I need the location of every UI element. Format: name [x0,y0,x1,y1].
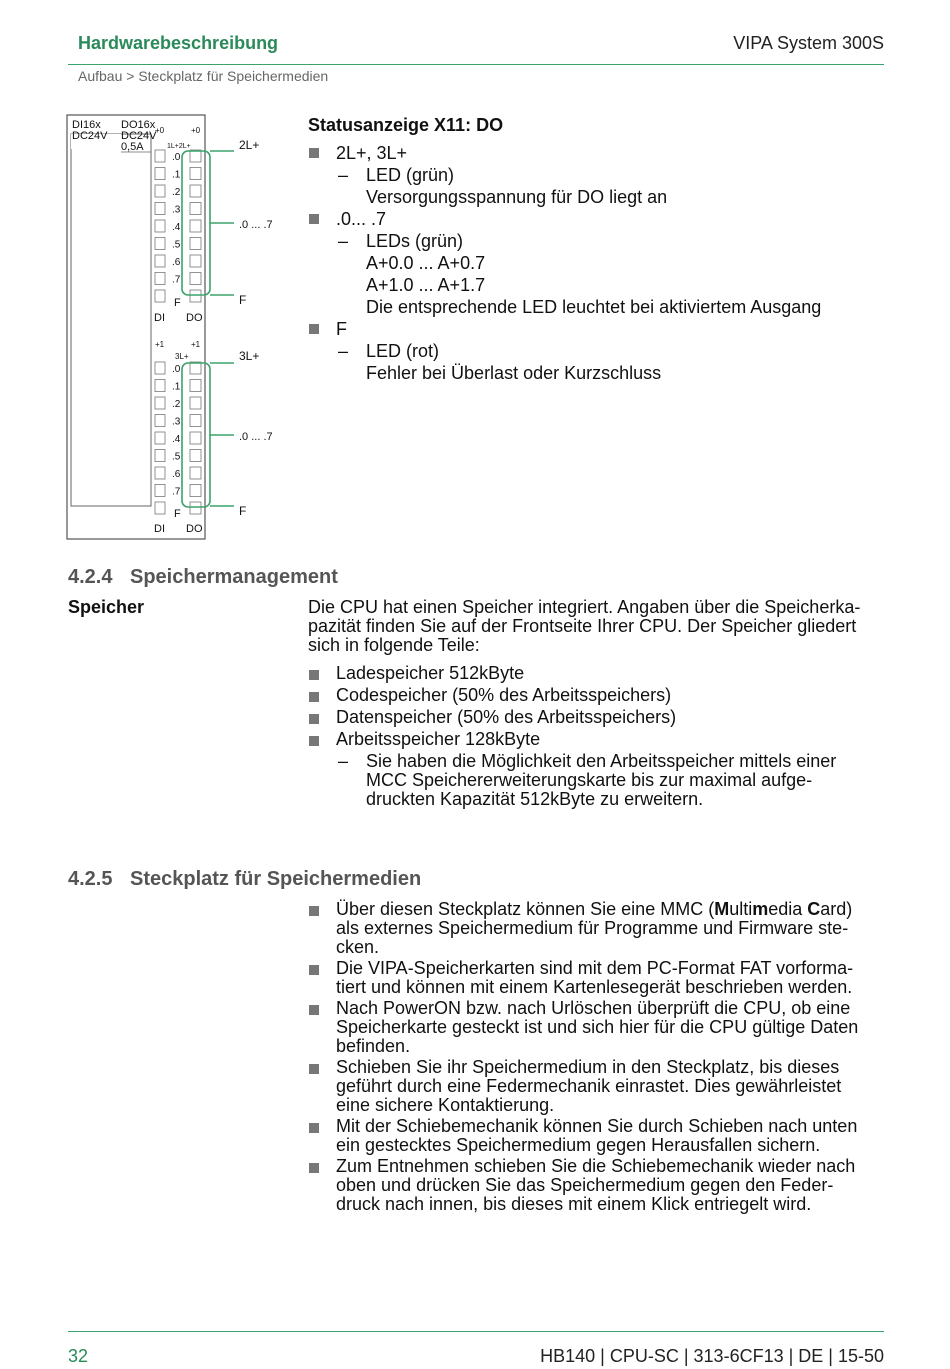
pin-label-top-7: .7 [172,274,181,286]
status-fault-desc: Fehler bei Überlast oder Kurzschluss [366,363,662,383]
do-led-bottom-1 [190,380,201,392]
f-label-top: F [174,297,181,309]
page-number: 32 [68,1346,89,1366]
do-led-top-f [190,290,201,302]
pin-label-bottom-5: .5 [172,451,181,463]
status-bullet-fault: F [308,318,888,340]
status-dash-supply-text: LED (grün) [366,165,455,185]
section-424-number: 4.2.4 [68,566,113,588]
do-current-label: 0,5A [121,141,144,153]
status-dash-channels-text: LEDs (grün) [366,231,464,251]
di-led-top-f [155,290,165,302]
slot-mmc-line-3: cken. [336,937,380,957]
di-led-bottom-1 [155,380,165,392]
pin-label-top-3: .3 [172,204,181,216]
status-dash-supply: – LED (grün) [338,165,455,185]
pin-label-bottom-2: .2 [172,399,181,410]
pin-label-bottom-4: .4 [172,434,181,445]
di-plus1-label: +1 [155,340,165,349]
slot-mmc-ard: ard) [820,899,853,919]
pin-label-bottom-3: .3 [172,416,181,428]
memory-expansion-line-3: druckten Kapazität 512kByte zu erweitern. [366,789,704,809]
memory-item-work: Arbeitsspeicher 128kByte [308,730,888,749]
do-led-bottom-4 [190,432,201,444]
di-led-bottom-f [155,502,165,514]
status-bullet-supply: 2L+, 3L+ [308,142,888,164]
header-product-name: VIPA System 300S [733,33,884,53]
slot-mmc-edia: edia [768,899,808,919]
pin-label-top-4: .4 [172,222,181,233]
callout-f-bottom: F [239,504,247,518]
slot-bullet-mmc [308,900,888,957]
status-dash-fault: – LED (rot) [338,341,440,361]
f-label-bottom: F [174,508,181,520]
callout-range-bottom: .0 ... .7 [239,431,273,443]
di-led-top-5 [155,238,165,250]
slot-mmc-ulti: ulti [729,899,753,919]
slot-mmc-text-pre: Über diesen Steckplatz können Sie eine MMC ( [336,899,715,919]
do-led-bottom-3 [190,415,201,427]
slot-bullet-remove [308,1157,888,1214]
memory-side-label: Speicher [68,597,145,617]
do-led-bottom-7 [190,485,201,497]
di-led-top-4 [155,220,165,232]
callout-2l: 2L+ [239,138,260,152]
di-led-top-1 [155,168,165,180]
do-led-top-0 [190,150,201,162]
pin-label-top-5: .5 [172,239,181,251]
memory-expansion-line-2: MCC Speichererweiterungskarte bis zur maximal aufge- [366,770,813,790]
slot-format-line-1: Die VIPA-Speicherkarten sind mit dem PC-Format FAT vorforma- [336,958,854,978]
memory-item-data: Datenspeicher (50% des Arbeitsspeichers) [308,708,888,727]
di-led-bottom-2 [155,397,165,409]
slot-poweron-line-3: befinden. [336,1036,411,1056]
memory-section-body [308,598,888,809]
pin-label-top-1: .1 [172,169,181,181]
pin-label-top-2: .2 [172,187,181,198]
status-channels-range-2: A+1.0 ... A+1.7 [366,275,486,295]
slot-insert-line-2: geführt durch eine Federmechanik einrastet. Dies gewährleistet [336,1076,842,1096]
di-led-top-2 [155,185,165,197]
do-led-top-3 [190,203,201,215]
di-panel [71,134,151,506]
slot-mmc-c: C [807,899,821,919]
module-led-diagram [66,114,286,544]
do-led-bottom-5 [190,450,201,462]
module-diagram-svg [66,114,286,544]
di-led-bottom-3 [155,415,165,427]
status-channels-range-1: A+0.0 ... A+0.7 [366,253,486,273]
header-divider [68,64,884,65]
memory-intro-line-3: sich in folgende Teile: [308,635,480,655]
slot-remove-line-3: druck nach innen, bis dieses mit einem Klick entriegelt wird. [336,1194,812,1214]
memory-intro-line-2: pazität finden Sie auf der Frontseite Ihrer CPU. Der Speicher gliedert [308,616,857,636]
do-led-bottom-f [190,502,201,514]
slot-section-body [308,900,888,1216]
memory-expansion-line-1: Sie haben die Möglichkeit den Arbeitsspeicher mittels einer [366,751,837,771]
document-reference: HB140 | CPU-SC | 313-6CF13 | DE | 15-50 [540,1346,884,1366]
led-group-top [155,150,201,302]
status-dash-channels: – LEDs (grün) [338,231,464,251]
do-led-bottom-6 [190,467,201,479]
do-plus1-label: +1 [191,340,201,349]
pin-label-bottom-0: .0 [172,364,181,375]
do-led-top-4 [190,220,201,232]
di-led-top-0 [155,150,165,162]
section-424-title: Speichermanagement [130,566,338,588]
section-425-title: Steckplatz für Speichermedien [130,868,422,890]
slot-bullet-lock [308,1117,888,1155]
do-led-top-6 [190,255,201,267]
led-group-bottom [155,362,201,514]
do-led-bottom-2 [190,397,201,409]
header-section-title: Hardwarebeschreibung [78,33,279,53]
pin-label-top-0: .0 [172,152,181,163]
callout-f-top: F [239,293,247,307]
section-424-heading [68,566,338,589]
breadcrumb: Aufbau > Steckplatz für Speichermedien [78,68,329,84]
status-channels-desc: Die entsprechende LED leuchtet bei aktiviertem Ausgang [366,297,822,317]
memory-expansion-note: – Sie haben die Möglichkeit den Arbeitsspeicher mittels einer MCC Speichererweiterungskarte bis zur maximal aufge- druckten Kapazität 512kByte zu erweitern. [338,751,837,809]
section-425-heading [68,868,421,891]
footer-divider [68,1331,884,1332]
di-led-bottom-4 [155,432,165,444]
slot-lock-line-2: ein gestecktes Speichermedium gegen Herausfallen sichern. [336,1135,821,1155]
do-led-top-1 [190,168,201,180]
di-led-bottom-7 [155,485,165,497]
di-led-bottom-6 [155,467,165,479]
di-led-top-7 [155,273,165,285]
slot-lock-line-1: Mit der Schiebemechanik können Sie durch Schieben nach unten [336,1116,858,1136]
status-bullet-channels: .0... .7 [308,208,888,230]
pin-label-bottom-1: .1 [172,381,181,393]
callout-3l: 3L+ [239,349,260,363]
di-label-top: DI [154,312,165,324]
section-425-number: 4.2.5 [68,868,113,890]
pin-label-top-6: .6 [172,257,181,268]
di-led-bottom-5 [155,450,165,462]
di-led-top-3 [155,203,165,215]
di-label-bottom: DI [154,523,165,535]
do-label-bottom: DO [186,523,203,535]
slot-mmc-m: M [714,899,730,919]
pin-label-bottom-6: .6 [172,469,181,480]
status-dash-fault-text: LED (rot) [366,341,440,361]
slot-format-line-2: tiert und können mit einem Kartenlesegerät beschrieben werden. [336,977,853,997]
memory-intro-line-1: Die CPU hat einen Speicher integriert. Angaben über die Speicherka- [308,597,861,617]
do-led-top-5 [190,238,201,250]
do-type-label: DO16x [121,119,156,131]
slot-bullet-format [308,959,888,997]
di-plus0-label: +0 [155,126,165,135]
callout-range-top: .0 ... .7 [239,219,273,231]
slot-bullet-poweron [308,999,888,1056]
memory-item-code: Codespeicher (50% des Arbeitsspeichers) [308,686,888,705]
supply-top-label: 1L+2L+ [167,143,191,150]
status-title: Statusanzeige X11: DO [308,115,504,135]
slot-remove-line-1: Zum Entnehmen schieben Sie die Schiebemechanik wieder nach [336,1156,856,1176]
supply-bottom-label: 3L+ [175,352,189,361]
slot-remove-line-2: oben und drücken Sie das Speichermedium gegen den Feder- [336,1175,834,1195]
slot-insert-line-1: Schieben Sie ihr Speichermedium in den Steckplatz, bis dieses [336,1057,840,1077]
do-voltage-label: DC24V [121,130,157,142]
slot-bullet-insert [308,1058,888,1115]
di-led-bottom-0 [155,362,165,374]
do-led-top-2 [190,185,201,197]
slot-mmc-me: m [752,899,769,919]
di-led-top-6 [155,255,165,267]
di-voltage-label: DC24V [72,130,108,142]
di-type-label: DI16x [72,119,101,131]
slot-insert-line-3: eine sichere Kontaktierung. [336,1095,555,1115]
memory-item-load: Ladespeicher 512kByte [308,664,888,683]
slot-mmc-line-2: als externes Speichermedium für Programme und Firmware ste- [336,918,849,938]
status-supply-desc: Versorgungsspannung für DO liegt an [366,187,668,207]
status-description [308,114,888,384]
slot-poweron-line-1: Nach PowerON bzw. nach Urlöschen überprüft die CPU, ob eine [336,998,851,1018]
memory-intro [308,598,888,655]
do-led-top-7 [190,273,201,285]
pin-label-bottom-7: .7 [172,486,181,498]
slot-poweron-line-2: Speicherkarte gesteckt ist und sich hier für die CPU gültige Daten [336,1017,859,1037]
do-plus0-label: +0 [191,126,201,135]
do-label-top: DO [186,312,203,324]
